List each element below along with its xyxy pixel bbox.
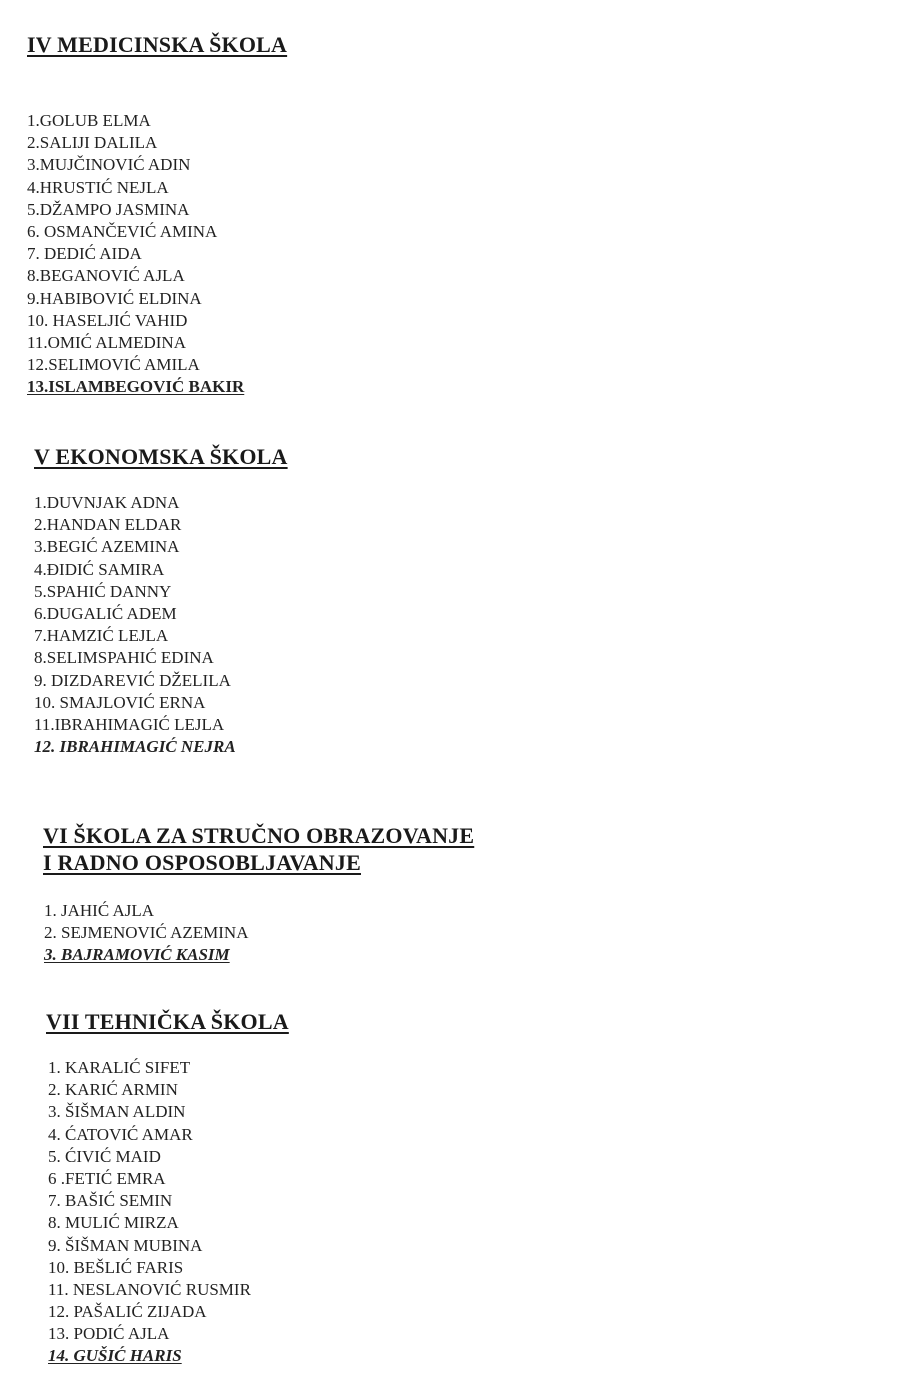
list-item-highlighted: 12. IBRAHIMAGIĆ NEJRA [34, 737, 236, 757]
list-item-highlighted: 3. BAJRAMOVIĆ KASIM [44, 945, 230, 965]
list-item: 3. ŠIŠMAN ALDIN [48, 1102, 186, 1122]
list-item: 5. ĆIVIĆ MAID [48, 1146, 161, 1166]
section-heading: V EKONOMSKA ŠKOLA [34, 444, 288, 469]
list-item: 12. PAŠALIĆ ZIJADA [48, 1302, 207, 1322]
list-item: 1. KARALIĆ SIFET [48, 1058, 191, 1077]
list-item: 2.HANDAN ELDAR [34, 515, 182, 535]
list-item: 3.MUJČINOVIĆ ADIN [27, 155, 191, 175]
list-item: 12.SELIMOVIĆ AMILA [27, 355, 200, 375]
student-list [34, 492, 236, 758]
list-item: 7. BAŠIĆ SEMIN [48, 1191, 173, 1211]
section-heading-line-2: I RADNO OSPOSOBLJAVANJE [43, 850, 361, 875]
list-item: 7.HAMZIĆ LEJLA [34, 626, 169, 646]
student-list [48, 1057, 251, 1368]
list-item: 9. DIZDAREVIĆ DŽELILA [34, 670, 231, 690]
section-ekonomska-skola [34, 444, 288, 757]
list-item: 9.HABIBOVIĆ ELDINA [27, 288, 202, 308]
list-item: 6.DUGALIĆ ADEM [34, 603, 177, 623]
student-list [27, 110, 244, 398]
section-heading: IV MEDICINSKA ŠKOLA [27, 32, 288, 57]
section-medicinska-skola [27, 32, 288, 397]
list-item: 3.BEGIĆ AZEMINA [34, 537, 180, 557]
list-item: 9. ŠIŠMAN MUBINA [48, 1235, 203, 1255]
list-item: 2. SEJMENOVIĆ AZEMINA [44, 923, 249, 943]
list-item: 6. OSMANČEVIĆ AMINA [27, 221, 218, 241]
list-item: 10. SMAJLOVIĆ ERNA [34, 692, 206, 712]
section-tehnicka-skola [46, 1009, 289, 1366]
list-item: 4. ĆATOVIĆ AMAR [48, 1124, 193, 1144]
section-heading: VII TEHNIČKA ŠKOLA [46, 1009, 289, 1034]
list-item: 2. KARIĆ ARMIN [48, 1080, 178, 1100]
list-item: 4.ĐIDIĆ SAMIRA [34, 559, 165, 579]
list-item: 11.IBRAHIMAGIĆ LEJLA [34, 714, 225, 734]
list-item-highlighted: 13.ISLAMBEGOVIĆ BAKIR [27, 377, 245, 397]
list-item: 10. BEŠLIĆ FARIS [48, 1257, 184, 1277]
list-item: 8. MULIĆ MIRZA [48, 1213, 179, 1233]
section-heading-line-1: VI ŠKOLA ZA STRUČNO OBRAZOVANJE [43, 823, 475, 848]
list-item: 5.DŽAMPO JASMINA [27, 199, 190, 219]
list-item: 11. NESLANOVIĆ RUSMIR [48, 1279, 251, 1299]
list-item: 1.DUVNJAK ADNA [34, 493, 180, 512]
student-list [44, 900, 248, 967]
list-item-highlighted: 14. GUŠIĆ HARIS [48, 1346, 182, 1366]
list-item: 10. HASELJIĆ VAHID [27, 310, 188, 330]
list-item: 8.SELIMSPAHIĆ EDINA [34, 648, 214, 668]
list-item: 11.OMIĆ ALMEDINA [27, 332, 186, 352]
list-item: 6 .FETIĆ EMRA [48, 1168, 166, 1188]
list-item: 7. DEDIĆ AIDA [27, 244, 142, 264]
list-item: 1.GOLUB ELMA [27, 111, 151, 130]
list-item: 8.BEGANOVIĆ AJLA [27, 266, 185, 286]
list-item: 5.SPAHIĆ DANNY [34, 581, 172, 601]
list-item: 1. JAHIĆ AJLA [44, 901, 155, 920]
section-skola-za-strucno-obrazovanje [43, 822, 475, 965]
list-item: 4.HRUSTIĆ NEJLA [27, 177, 169, 197]
list-item: 2.SALIJI DALILA [27, 133, 158, 153]
list-item: 13. PODIĆ AJLA [48, 1324, 170, 1344]
